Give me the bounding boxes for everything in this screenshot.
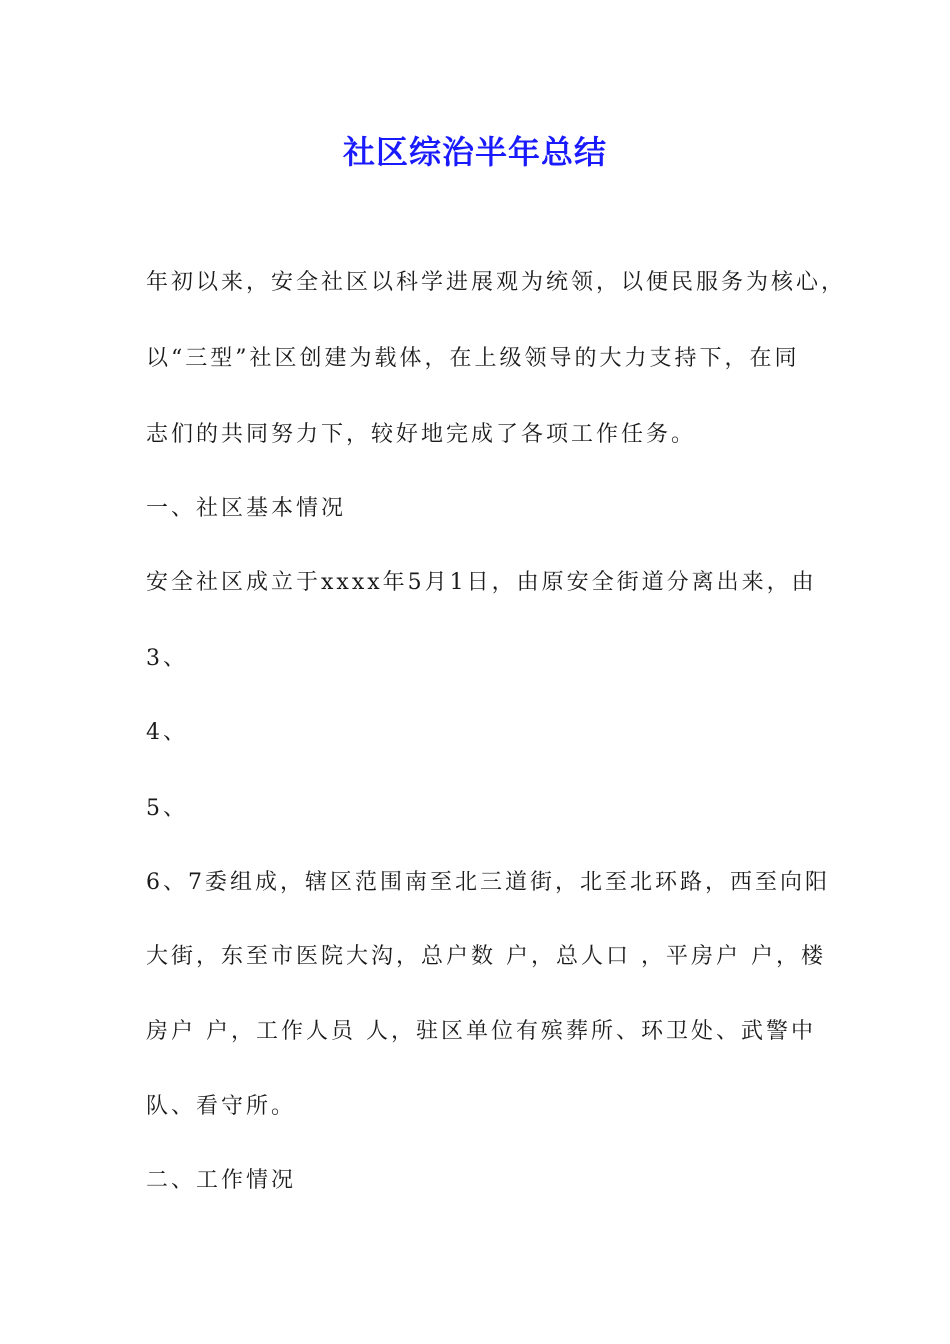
paragraph-line: 安全社区成立于xxxx年5月1日，由原安全街道分离出来，由 [146, 570, 817, 595]
paragraph-line: 志们的共同努力下，较好地完成了各项工作任务。 [146, 422, 697, 447]
paragraph-line: 房户 户，工作人员 人，驻区单位有殡葬所、环卫处、武警中 [146, 1019, 816, 1044]
paragraph-line: 6、7委组成，辖区范围南至北三道街，北至北环路，西至向阳 [146, 870, 830, 895]
section-heading: 二、工作情况 [146, 1168, 297, 1193]
list-item: 4、 [146, 720, 188, 745]
section-heading: 一、社区基本情况 [146, 496, 347, 521]
paragraph-line: 以“三型”社区创建为载体，在上级领导的大力支持下，在同 [146, 346, 800, 371]
list-item: 5、 [146, 796, 188, 821]
paragraph-line: 队、看守所。 [146, 1094, 297, 1119]
paragraph-line: 年初以来，安全社区以科学进展观为统领，以便民服务为核心， [146, 270, 847, 295]
document-title: 社区综治半年总结 [342, 133, 607, 171]
list-item: 3、 [146, 646, 188, 671]
paragraph-line: 大街，东至市医院大沟，总户数 户，总人口 ，平房户 户，楼 [146, 944, 826, 969]
